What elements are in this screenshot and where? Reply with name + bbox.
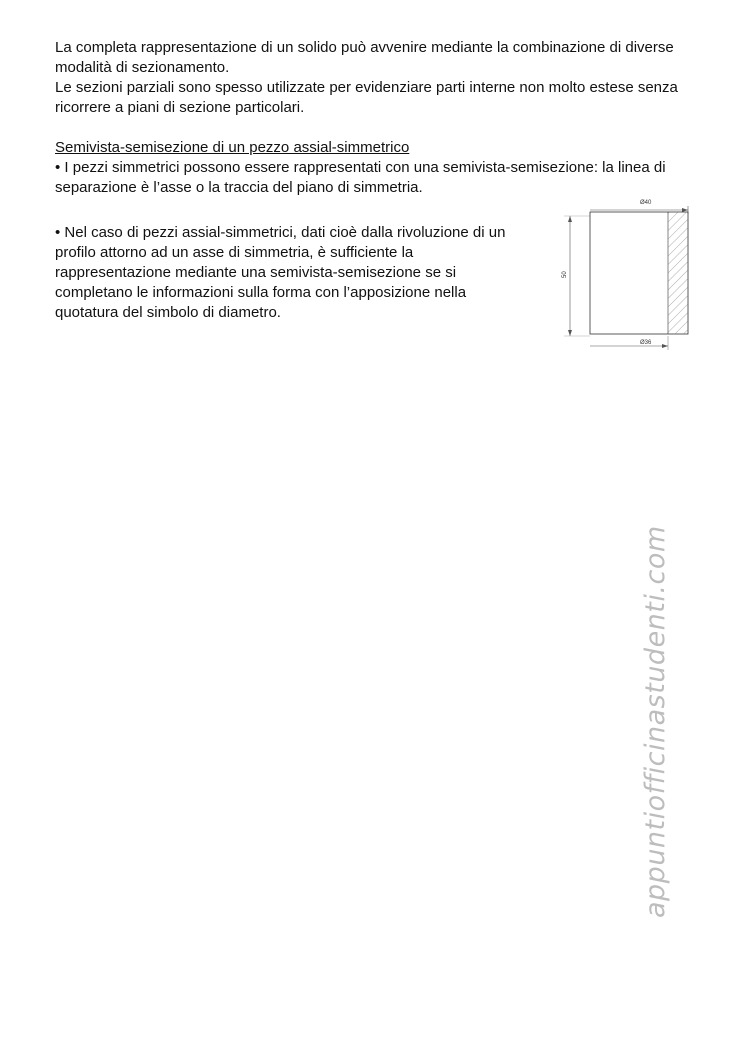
bullet-symmetric-parts: • I pezzi simmetrici possono essere rappresentati con una semivista-semisezione: la linea di separazione è l’asse o la traccia del piano di simmetria. <box>55 159 666 196</box>
section-heading: Semivista-semisezione di un pezzo assial-simmetrico <box>55 139 410 156</box>
half-section-drawing <box>560 194 700 354</box>
hatched-section <box>668 212 688 334</box>
part-outline <box>590 212 688 334</box>
dim-bottom-label: Ø36 <box>640 340 652 346</box>
partial-sections-paragraph: Le sezioni parziali sono spesso utilizzate per evidenziare parti interne non molto estese senza ricorrere a piani di sezione particolari. <box>55 79 678 116</box>
watermark: appuntiofficinastudenti.com <box>640 525 671 918</box>
bottom-dimension <box>590 336 668 350</box>
dim-height-label: 50 <box>562 271 568 278</box>
height-dimension <box>562 216 590 336</box>
bullet-axisymmetric-parts: • Nel caso di pezzi assial-simmetrici, dati cioè dalla rivoluzione di un profilo attorno ad un asse di simmetria, è sufficiente la rappresentazione mediante una semivista-semisezione se si completano le informazioni sulla forma con l’apposizione nella quotatura del simbolo di diametro. <box>55 224 506 321</box>
dim-top-label: Ø40 <box>640 200 652 206</box>
intro-paragraph: La completa rappresentazione di un solido può avvenire mediante la combinazione di diverse modalità di sezionamento. <box>55 39 674 76</box>
